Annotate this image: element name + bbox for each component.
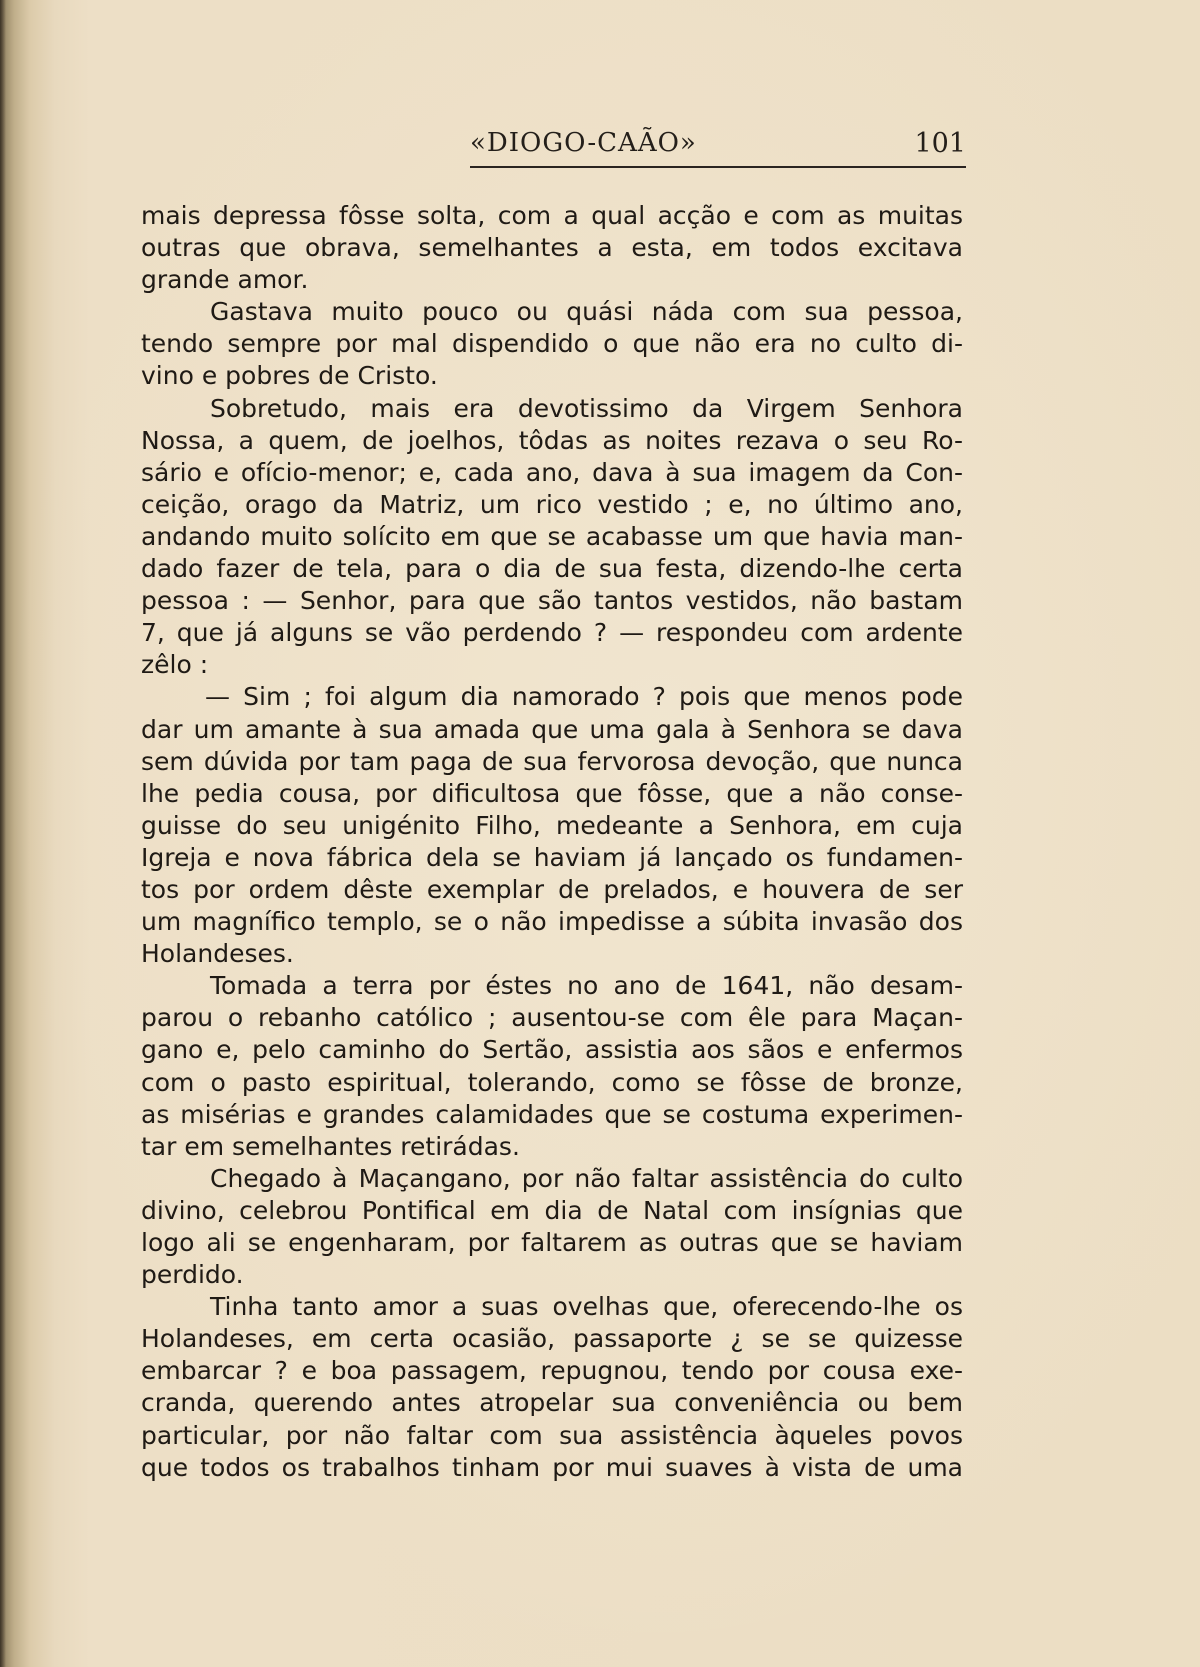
- text-line: grande amor.: [141, 265, 309, 295]
- text-line: logo ali se engenharam, por faltarem as outras que se haviam: [141, 1228, 963, 1257]
- text-line: vino e pobres de Cristo.: [141, 361, 438, 391]
- text-line: tos por ordem dêste exemplar de prelados, e houvera de ser: [141, 874, 963, 904]
- text-line: dar um amante à sua amada que uma gala à Senhora se dava: [141, 714, 963, 744]
- text-line: 7, que já alguns se vão perdendo ? — respondeu com ardente: [141, 618, 963, 648]
- text-line: com o pasto espiritual, tolerando, como se fôsse de bronze,: [141, 1067, 963, 1097]
- text-line: mais depressa fôsse solta, com a qual acção e com as muitas: [141, 201, 963, 230]
- running-title: «DIOGO-CAÃO»: [470, 128, 697, 158]
- text-line: dado fazer de tela, para o dia de sua festa, dizendo-lhe certa: [141, 554, 963, 584]
- text-line: que todos os trabalhos tinham por mui suaves à vista de uma: [141, 1452, 963, 1482]
- text-line: outras que obrava, semelhantes a esta, em todos excitava: [141, 233, 963, 263]
- text-line: Tinha tanto amor a suas ovelhas que, oferecendo-lhe os: [210, 1292, 963, 1322]
- text-line: Holandeses.: [141, 939, 294, 969]
- text-line: gano e, pelo caminho do Sertão, assistia aos sãos e enfermos: [141, 1035, 963, 1065]
- page-number: 101: [914, 128, 966, 159]
- page-header: [470, 128, 966, 168]
- text-line: cranda, querendo antes atropelar sua conveniência ou bem: [141, 1388, 963, 1418]
- text-line: tendo sempre por mal dispendido o que não era no culto di-: [141, 329, 963, 359]
- body-text: [141, 200, 963, 1484]
- text-line: lhe pedia cousa, por dificultosa que fôsse, que a não conse-: [141, 778, 963, 808]
- text-line: perdido.: [141, 1260, 244, 1290]
- text-line: — Sim ; foi algum dia namorado ? pois que menos pode: [205, 682, 963, 712]
- text-line: pessoa : — Senhor, para que são tantos vestidos, não bastam: [141, 586, 963, 616]
- text-line: parou o rebanho católico ; ausentou-se com êle para Maçan-: [141, 1003, 963, 1033]
- text-line: Chegado à Maçangano, por não faltar assistência do culto: [210, 1163, 963, 1193]
- text-line: sem dúvida por tam paga de sua fervorosa devoção, que nunca: [141, 746, 963, 776]
- text-line: Igreja e nova fábrica dela se haviam já lançado os fundamen-: [141, 842, 963, 872]
- text-line: Nossa, a quem, de joelhos, tôdas as noites rezava o seu Ro-: [141, 425, 963, 455]
- text-line: Sobretudo, mais era devotissimo da Virgem Senhora: [210, 393, 963, 423]
- text-line: zêlo :: [141, 650, 209, 680]
- text-line: um magnífico templo, se o não impedisse a súbita invasão dos: [141, 907, 963, 937]
- text-line: Holandeses, em certa ocasião, passaporte ¿ se se quizesse: [141, 1324, 963, 1354]
- text-line: tar em semelhantes retirádas.: [141, 1131, 520, 1161]
- text-line: Gastava muito pouco ou quási náda com sua pessoa,: [210, 297, 963, 327]
- text-line: embarcar ? e boa passagem, repugnou, tendo por cousa exe-: [141, 1356, 963, 1386]
- text-line: particular, por não faltar com sua assistência àqueles povos: [141, 1420, 963, 1450]
- text-line: ceição, orago da Matriz, um rico vestido ; e, no último ano,: [141, 489, 963, 519]
- text-line: sário e ofício-menor; e, cada ano, dava à sua imagem da Con-: [141, 457, 963, 487]
- text-line: as misérias e grandes calamidades que se costuma experimen-: [141, 1099, 963, 1129]
- text-line: divino, celebrou Pontifical em dia de Natal com insígnias que: [141, 1195, 963, 1225]
- text-line: Tomada a terra por éstes no ano de 1641, não desam-: [210, 971, 963, 1001]
- text-line: guisse do seu unigénito Filho, medeante a Senhora, em cuja: [141, 810, 963, 840]
- text-line: andando muito solícito em que se acabasse um que havia man-: [141, 521, 963, 551]
